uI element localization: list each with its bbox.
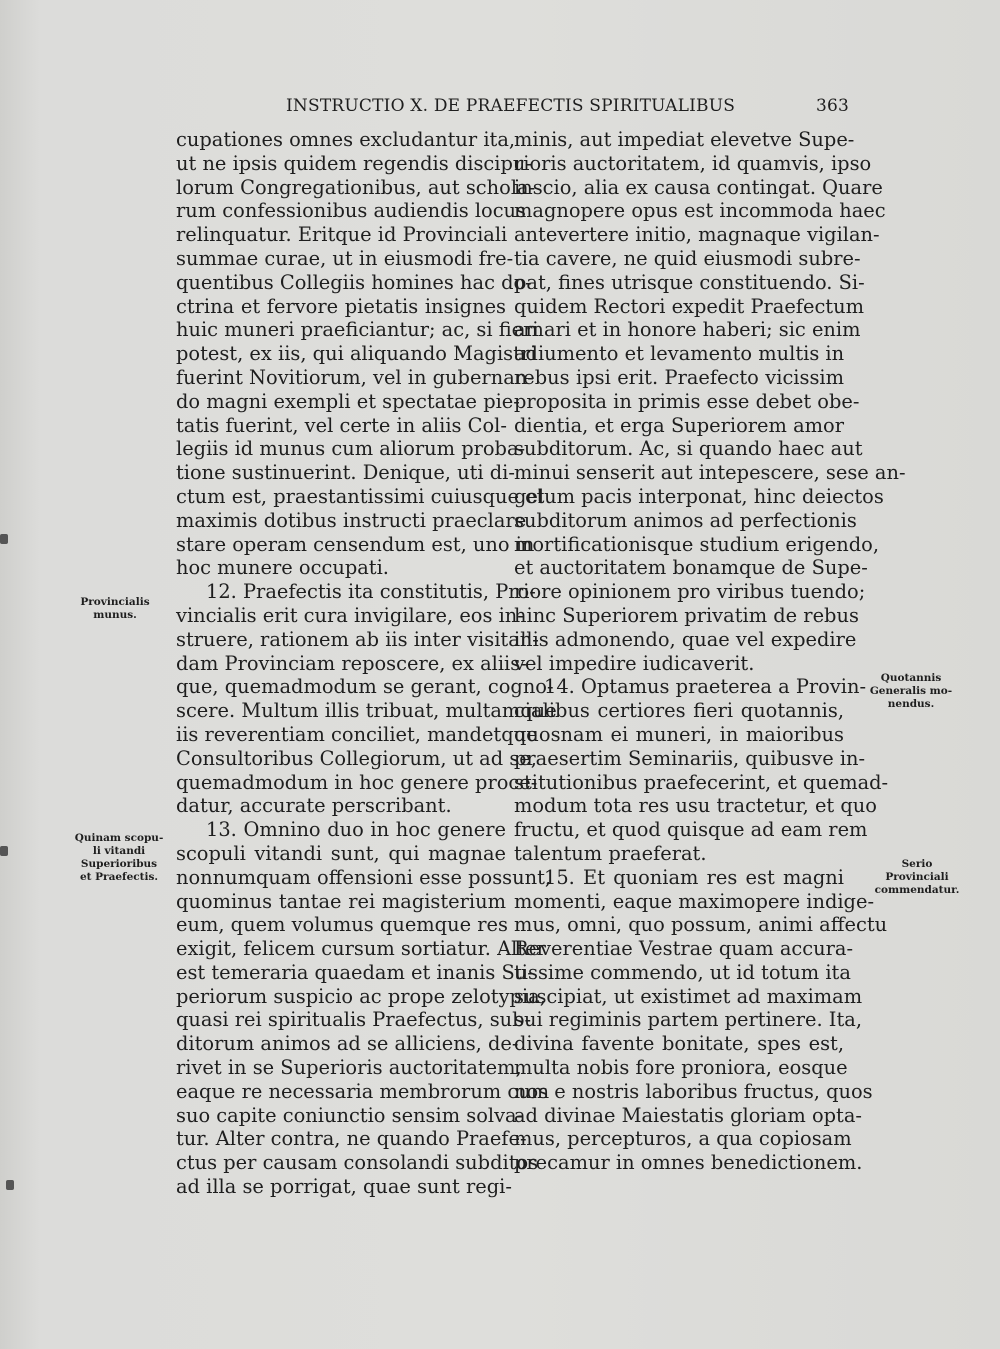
text-line: fuerint Novitiorum, vel in gubernan-	[176, 365, 534, 389]
binding-mark	[6, 1180, 14, 1190]
text-line: legiis id munus cum aliorum proba-	[176, 437, 526, 461]
text-line: quominus tantae rei magisterium	[176, 889, 506, 913]
text-line: dam Provinciam reposcere, ex aliis-	[176, 651, 527, 675]
text-line: proposita in primis esse debet obe-	[514, 389, 860, 413]
margin-note-line: et Praefectis.	[79, 871, 159, 883]
margin-note-line: li vitandi	[92, 845, 146, 857]
text-line: stitutionibus praefecerint, et quemad-	[514, 770, 889, 794]
text-line: Reverentiae Vestrae quam accura-	[514, 937, 854, 961]
text-line: summae curae, ut in eiusmodi fre-	[176, 246, 514, 270]
text-line: sui regiminis partem pertinere. Ita,	[514, 1008, 862, 1032]
text-line: maximis dotibus instructi praeclare	[176, 508, 527, 532]
running-title: INSTRUCTIO X. DE PRAEFECTIS SPIRITUALIBUS	[286, 96, 736, 116]
text-line: magnopere opus est incommoda haec	[514, 199, 886, 223]
margin-note-quotannis	[856, 672, 966, 711]
text-line: stare operam censendum est, uno in	[176, 532, 535, 556]
margin-note-line: Serio	[901, 858, 933, 870]
text-line: mus, percepturos, a qua copiosam	[514, 1127, 852, 1151]
text-line: vincialis erit cura invigilare, eos in-	[176, 603, 524, 627]
text-line: Consultoribus Collegiorum, ut ad se,	[176, 746, 537, 770]
text-line: ctrina et fervore pietatis insignes	[176, 294, 506, 318]
text-line: inscio, alia ex causa contingat. Quare	[514, 175, 883, 199]
text-line: precamur in omnes benedictionem.	[514, 1151, 863, 1175]
text-line: suo capite coniunctio sensim solva-	[176, 1103, 524, 1127]
text-line: subditorum animos ad perfectionis	[514, 508, 857, 532]
text-line: relinquatur. Eritque id Provinciali	[176, 223, 508, 247]
text-line: quidem Rectori expedit Praefectum	[514, 294, 864, 318]
text-line: ctus per causam consolandi subditos	[176, 1151, 539, 1175]
text-line: potest, ex iis, qui aliquando Magistri	[176, 342, 537, 366]
text-line: amari et in honore haberi; sic enim	[514, 318, 861, 342]
margin-note-line: munus.	[93, 609, 137, 621]
text-line: praesertim Seminariis, quibusve in-	[514, 746, 866, 770]
text-line: minui senserit aut intepescere, sese an-	[514, 461, 906, 485]
text-line: ctum est, praestantissimi cuiusque et	[176, 484, 545, 508]
text-line: quosnam ei muneri, in maioribus	[514, 722, 844, 746]
text-line: rivet in se Superioris auctoritatem,	[176, 1056, 522, 1080]
margin-note-line: Quotannis	[880, 672, 942, 684]
text-line: eaque re necessaria membrorum cum	[176, 1079, 550, 1103]
text-line: hoc munere occupati.	[176, 556, 389, 580]
text-line: 15. Et quoniam res est magni	[544, 865, 844, 889]
text-line: et auctoritatem bonamque de Supe-	[514, 556, 868, 580]
margin-note-line: Generalis mo-	[869, 685, 953, 697]
text-line: modum tota res usu tractetur, et quo	[514, 794, 877, 818]
text-line: periorum suspicio ac prope zelotypia,	[176, 984, 546, 1008]
text-line: dientia, et erga Superiorem amor	[514, 413, 844, 437]
text-line: mus, omni, quo possum, animi affectu	[514, 913, 888, 937]
text-line: lorum Congregationibus, aut schola-	[176, 175, 536, 199]
text-line: cupationes omnes excludantur ita,	[176, 128, 516, 151]
text-line: que, quemadmodum se gerant, cogno-	[176, 675, 554, 699]
text-line: scopuli vitandi sunt, qui magnae	[176, 841, 506, 865]
text-line: iis reverentiam conciliet, mandetque	[176, 722, 538, 746]
text-line: 13. Omnino duo in hoc genere	[206, 818, 506, 842]
text-line: divina favente bonitate, spes est,	[514, 1032, 844, 1056]
text-line: tatis fuerint, vel certe in aliis Col-	[176, 413, 507, 437]
text-line: illis admonendo, quae vel expedire	[514, 627, 857, 651]
text-line: eum, quem volumus quemque res	[176, 913, 508, 937]
text-line: ad divinae Maiestatis gloriam opta-	[514, 1103, 862, 1127]
text-line: vel impedire iudicaverit.	[514, 651, 755, 675]
text-line: struere, rationem ab iis inter visitan-	[176, 627, 539, 651]
text-line: ad illa se porrigat, quae sunt regi-	[176, 1175, 512, 1199]
text-line: rioris auctoritatem, id quamvis, ipso	[514, 151, 872, 175]
margin-note-line: commendatur.	[874, 884, 960, 896]
right-text-column	[514, 128, 906, 1175]
left-text-column	[176, 128, 557, 1199]
text-line: fructu, et quod quisque ad eam rem	[514, 818, 868, 842]
text-line: talentum praeferat.	[514, 841, 707, 865]
margin-note-line: Provincialis	[80, 596, 150, 608]
text-line: multa nobis fore proniora, eosque	[514, 1056, 848, 1080]
text-line: datur, accurate perscribant.	[176, 794, 452, 818]
margin-note-line: Provinciali	[885, 871, 949, 883]
text-line: momenti, eaque maximopere indige-	[514, 889, 874, 913]
margin-note-quinam	[64, 832, 174, 884]
margin-note-serio	[862, 858, 972, 897]
text-line: adiumento et levamento multis in	[514, 342, 845, 366]
text-line: ut ne ipsis quidem regendis discipu-	[176, 151, 532, 175]
text-line: nos e nostris laboribus fructus, quos	[514, 1079, 873, 1103]
text-line: gelum pacis interponat, hinc deiectos	[514, 484, 884, 508]
binding-mark	[0, 846, 8, 856]
text-line: mortificationisque studium erigendo,	[514, 532, 879, 556]
text-line: rum confessionibus audiendis locus	[176, 199, 526, 223]
text-line: hinc Superiorem privatim de rebus	[514, 603, 859, 627]
text-line: quasi rei spiritualis Praefectus, sub-	[176, 1008, 532, 1032]
binding-mark	[0, 534, 8, 544]
text-line: riore opinionem pro viribus tuendo;	[514, 580, 866, 604]
text-line: tia cavere, ne quid eiusmodi subre-	[514, 246, 861, 270]
page-number: 363	[816, 96, 850, 116]
margin-note-provincialis	[60, 596, 170, 622]
text-line: 14. Optamus praeterea a Provin-	[544, 675, 867, 699]
text-line: tissime commendo, ut id totum ita	[514, 960, 851, 984]
text-line: scere. Multum illis tribuat, multamque	[176, 699, 557, 723]
text-line: subditorum. Ac, si quando haec aut	[514, 437, 863, 461]
text-line: cialibus certiores fieri quotannis,	[514, 699, 844, 723]
margin-note-line: Superioribus	[80, 858, 158, 870]
text-line: est temeraria quaedam et inanis Su-	[176, 960, 534, 984]
margin-note-line: nendus.	[887, 698, 935, 710]
text-line: exigit, felicem cursum sortiatur. Alter	[176, 937, 546, 961]
text-line: 12. Praefectis ita constitutis, Pro-	[206, 580, 536, 604]
text-line: minis, aut impediat elevetve Supe-	[514, 128, 855, 151]
text-line: ditorum animos ad se alliciens, de-	[176, 1032, 519, 1056]
text-line: suscipiat, ut existimet ad maximam	[514, 984, 863, 1008]
text-line: quentibus Collegiis homines hac do-	[176, 270, 532, 294]
text-line: pat, fines utrisque constituendo. Si-	[514, 270, 865, 294]
text-line: quemadmodum in hoc genere proce-	[176, 770, 538, 794]
margin-note-line: Quinam scopu-	[74, 832, 164, 844]
text-line: rebus ipsi erit. Praefecto vicissim	[514, 365, 844, 389]
text-line: tur. Alter contra, ne quando Praefe-	[176, 1127, 527, 1151]
text-line: nonnumquam offensioni esse possunt,	[176, 865, 552, 889]
text-line: huic muneri praeficiantur; ac, si fieri	[176, 318, 539, 342]
text-line: do magni exempli et spectatae pie-	[176, 389, 520, 413]
text-line: tione sustinuerint. Denique, uti di-	[176, 461, 515, 485]
text-line: antevertere initio, magnaque vigilan-	[514, 223, 880, 247]
